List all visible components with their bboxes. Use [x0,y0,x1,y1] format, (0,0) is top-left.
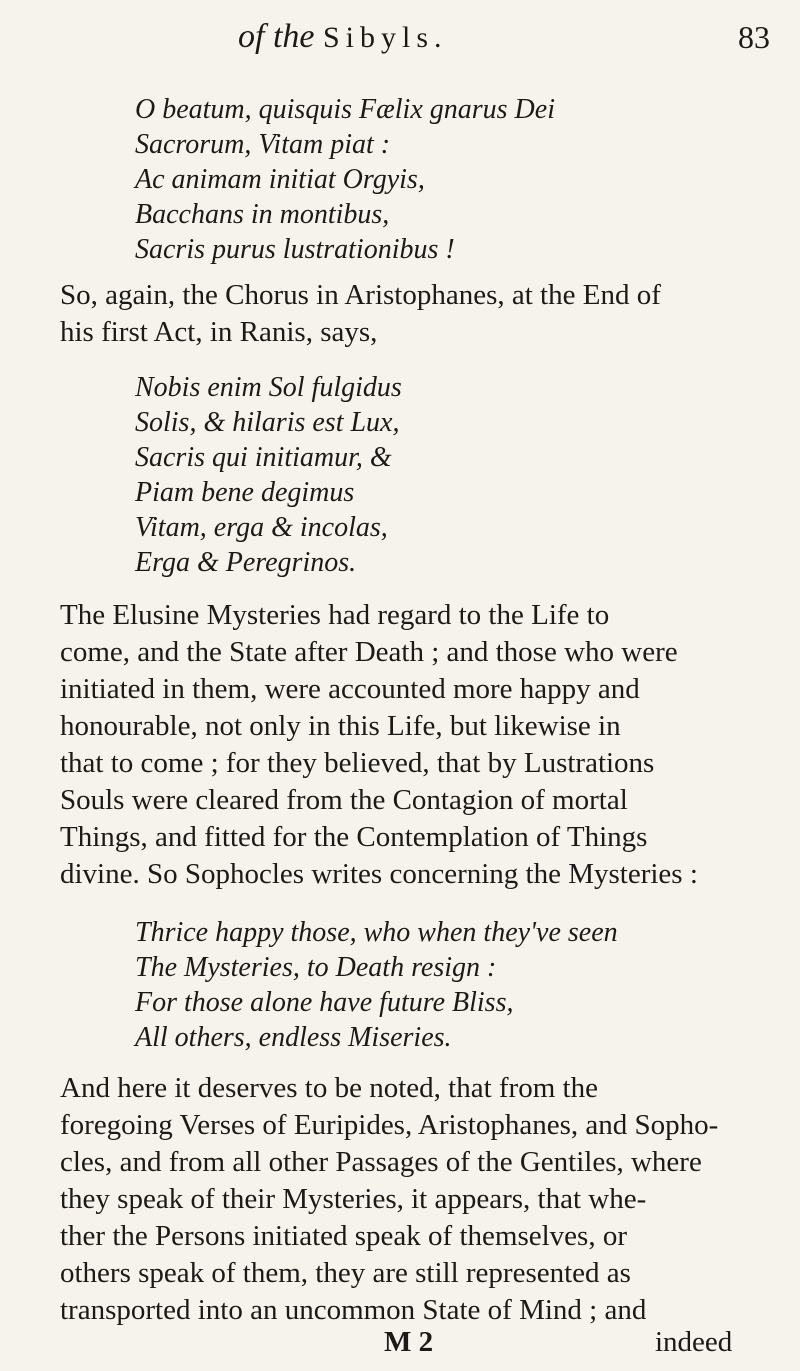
text-line: they speak of their Mysteries, it appears, that whe- [60,1183,647,1215]
verse-line: Bacchans in montibus, [135,199,390,230]
verse-block-2 [135,370,402,580]
verse-line: Erga & Peregrinos. [135,547,357,578]
text-line: So, again, the Chorus in Aristophanes, at the End of [60,279,661,311]
verse-line: Vitam, erga & incolas, [135,512,388,543]
text-line: come, and the State after Death ; and those who were [60,636,678,668]
verse-line: Piam bene degimus [135,477,355,508]
signature-mark: M 2 [384,1326,434,1358]
text-line: others speak of them, they are still represented as [60,1257,631,1289]
page-footer [0,1322,800,1362]
text-line: Souls were cleared from the Contagion of mortal [60,784,628,816]
catchword: indeed [655,1326,733,1358]
text-line: divine. So Sophocles writes concerning the Mysteries : [60,858,698,890]
verse-line: Ac animam initiat Orgyis, [135,164,425,195]
verse-block-1 [135,92,555,267]
verse-line: The Mysteries, to Death resign : [135,952,497,983]
text-line: initiated in them, were accounted more happy and [60,673,640,705]
verse-line: For those alone have future Bliss, [135,987,514,1018]
verse-line: Sacrorum, Vitam piat : [135,129,391,160]
paragraph-1 [60,277,742,351]
verse-line: Thrice happy those, who when they've seen [135,917,618,948]
paragraph-2 [60,597,742,893]
verse-line: Nobis enim Sol fulgidus [135,372,402,403]
paragraph-3 [60,1070,742,1329]
text-line: foregoing Verses of Euripides, Aristophanes, and Sopho- [60,1109,719,1141]
running-header [0,12,800,62]
text-line: And here it deserves to be noted, that from the [60,1072,598,1104]
text-line: that to come ; for they believed, that by Lustrations [60,747,655,779]
text-line: cles, and from all other Passages of the Gentiles, where [60,1146,702,1178]
text-line: transported into an uncommon State of Mind ; and [60,1294,647,1326]
text-line: honourable, not only in this Life, but likewise in [60,710,621,742]
verse-line: All others, endless Miseries. [135,1022,452,1053]
text-line: his first Act, in Ranis, says, [60,316,378,348]
running-title: of the Sibyls. [238,18,448,55]
text-line: The Elusine Mysteries had regard to the Life to [60,599,610,631]
verse-line: Solis, & hilaris est Lux, [135,407,400,438]
verse-line: Sacris purus lustrationibus ! [135,234,455,265]
verse-line: Sacris qui initiamur, & [135,442,392,473]
text-line: Things, and fitted for the Contemplation of Things [60,821,648,853]
verse-block-3 [135,915,618,1055]
page-number: 83 [738,19,770,55]
text-line: ther the Persons initiated speak of themselves, or [60,1220,627,1252]
verse-line: O beatum, quisquis Fælix gnarus Dei [135,94,555,125]
